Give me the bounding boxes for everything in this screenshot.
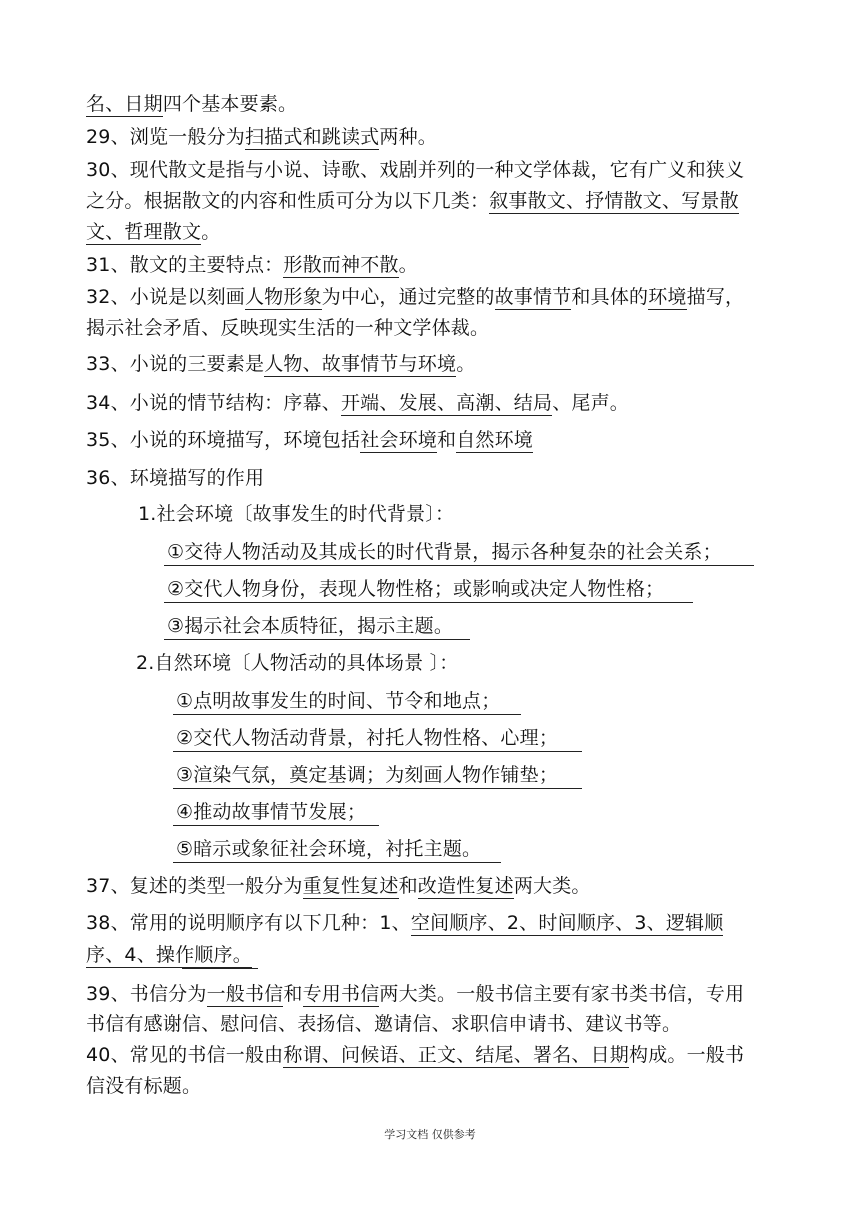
answer-underline [164,565,754,566]
text-segment: 之分。根据散文的内容和性质可分为以下几类： [86,190,490,212]
text-line [86,219,220,245]
text-segment: 两种。 [379,126,437,148]
underlined-answer: 名、日期 [86,93,163,115]
item-31 [86,252,418,278]
text-segment: 36、环境描写的作用 [86,467,265,489]
underlined-answer: 文、哲理散文 [86,221,202,243]
text-segment: ③渲染气氛，奠定基调；为刻画人物作铺垫； [176,764,559,786]
underlined-answer: 序、4、操作顺序。 [86,944,252,966]
answer-underline [173,751,582,752]
text-segment: ①交待人物活动及其成长的时代背景，揭示各种复杂的社会关系； [167,541,722,563]
underlined-answer: 人物形象 [244,286,322,308]
text-segment: ④推动故事情节发展； [176,801,367,823]
text-line [86,91,297,117]
list-item [167,539,722,565]
text-segment: 两大类。一般书信主要有家书类书信，专用 [379,983,745,1005]
list-item [176,762,558,788]
list-item [167,613,453,639]
answer-underline [164,639,470,640]
item-33 [86,351,475,377]
text-segment: 揭示社会矛盾、反映现实生活的一种文学体裁。 [86,317,490,339]
underlined-answer: 专用书信 [302,983,380,1005]
list-item [176,799,366,825]
text-segment: 。 [456,353,476,375]
text-segment: 构成。一般书 [629,1044,745,1066]
text-segment: 2.自然环境〔人物活动的具体场景 〕： [136,652,459,674]
item-35 [86,427,533,453]
underlined-answer: 故事情节 [494,286,572,308]
underlined-answer: 叙事散文、抒情散文、写景散 [489,190,739,212]
list-item [176,688,500,714]
answer-underline [182,968,258,969]
text-line [86,315,489,341]
page-footer: 学习文档 仅供参考 [384,1128,476,1141]
list-item [176,725,558,751]
text-segment: 。 [201,221,221,243]
text-segment: 39、书信分为 [86,983,207,1005]
answer-underline [173,788,582,789]
item-29 [86,124,437,150]
underlined-answer: 自然环境 [456,429,534,451]
text-segment: 、尾声。 [552,392,629,414]
text-segment: 29、浏览一般分为 [86,126,245,148]
answer-underline [173,714,521,715]
text-segment: 1.社会环境〔故事发生的时代背景〕： [138,503,455,525]
text-segment: 31、散文的主要特点： [86,254,284,276]
item-40 [86,1042,744,1068]
text-segment: 书信有感谢信、慰问信、表扬信、邀请信、求职信申请书、建议书等。 [86,1013,682,1035]
text-segment: 33、小说的三要素是 [86,353,265,375]
text-segment: 描写， [686,286,745,308]
text-segment: 信没有标题。 [86,1075,202,1097]
item-30 [86,157,744,183]
underlined-answer: 重复性复述 [302,875,399,897]
text-segment: 32、小说是以刻画 [86,286,245,308]
underlined-answer: 改造性复述 [417,875,514,897]
item-38 [86,910,723,936]
list-item [176,836,481,862]
item-37 [86,873,591,899]
item-39 [86,981,744,1007]
underlined-answer: 形散而神不散 [283,254,399,276]
text-segment: 。 [398,254,418,276]
text-segment: 30、现代散文是指与小说、诗歌、戏剧并列的一种文学体裁，它有广义和狭义 [86,159,745,181]
text-segment: ③揭示社会本质特征，揭示主题。 [167,615,454,637]
underlined-answer: 开端、发展、高潮、结局 [340,392,553,414]
text-line [86,1073,201,1099]
list-item [167,576,664,602]
text-segment: ②交代人物活动背景，衬托人物性格、心理； [176,727,559,749]
text-line [86,1011,681,1037]
item-32 [86,284,744,310]
underlined-answer: 环境 [648,286,687,308]
subheading-natural-environment [136,650,458,676]
underlined-answer: 人物、故事情节与环境 [264,353,457,375]
text-segment: 38、常用的说明顺序有以下几种：1、 [86,912,411,934]
item-36 [86,465,264,491]
text-segment: 37、复述的类型一般分为 [86,875,303,897]
text-segment: 和具体的 [571,286,649,308]
underlined-answer: 空间顺序、2、时间顺序、3、逻辑顺 [410,912,724,934]
text-segment: 和 [283,983,303,1005]
text-segment: 34、小说的情节结构：序幕、 [86,392,341,414]
text-segment: 四个基本要素。 [162,93,298,115]
subheading-social-environment [138,501,454,527]
answer-underline [173,862,501,863]
underlined-answer: 一般书信 [206,983,284,1005]
text-segment: 为中心，通过完整的 [321,286,495,308]
text-segment: ②交代人物身份，表现人物性格；或影响或决定人物性格； [167,578,665,600]
item-34 [86,390,629,416]
text-line [86,942,252,968]
text-line [86,188,739,214]
text-segment: 35、小说的环境描写，环境包括 [86,429,361,451]
answer-underline [173,825,379,826]
text-segment: 两大类。 [513,875,591,897]
answer-underline [164,602,693,603]
text-segment: ①点明故事发生的时间、节令和地点； [176,690,501,712]
underlined-answer: 称谓、问候语、正文、结尾、署名、日期 [283,1044,629,1066]
text-segment: ⑤暗示或象征社会环境，衬托主题。 [176,838,482,860]
underlined-answer: 扫描式和跳读式 [244,126,380,148]
text-segment: 40、常见的书信一般由 [86,1044,284,1066]
text-segment: 和 [398,875,418,897]
underlined-answer: 社会环境 [360,429,437,451]
text-segment: 和 [437,429,457,451]
